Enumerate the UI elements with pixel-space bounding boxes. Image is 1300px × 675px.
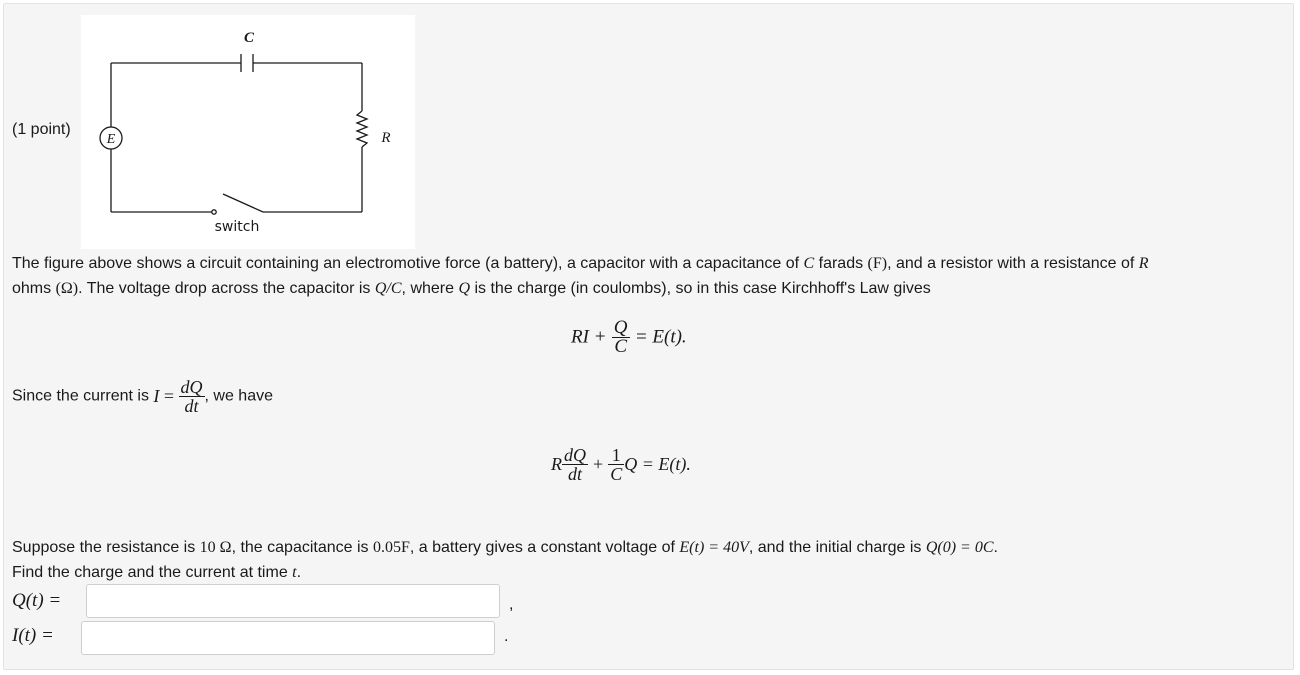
switch-lever [223,194,263,212]
i-answer-separator: . [504,628,509,645]
kirchhoff-equation: RI + $\frac{Q}{C}$ = E(t). [571,317,687,357]
i-answer-label: I(t) = [12,625,54,646]
i-answer-input[interactable] [81,621,495,655]
q-answer-label: Q(t) = [12,590,62,611]
q-answer-separator: , [509,596,514,613]
circuit-figure [81,15,415,249]
paragraph-intro: The figure above shows a circuit containing an electromotive force (a battery), a capacitor with a capacitance of C farads (F), and a resistor with a resistance of R ohms (Ω). The voltage drop across the capacitor is Q/C, where Q is the charge (in coulombs), so in this case Kirchhoff's Law gives [12,255,1149,297]
paragraph-setup: Suppose the resistance is 10 Ω, the capacitance is 0.05F, a battery gives a constant voltage of E(t) = 40V, and the initial charge is Q(0) = 0C. Find the charge and the current at time t. [12,539,998,581]
capacitor-label: C [243,30,255,46]
switch-label: switch [214,219,260,235]
current-definition: Since the current is I = $\frac{dQ}{dt}$ , we have [12,377,273,416]
resistor-label: R [381,130,391,146]
switch-contact [212,210,216,214]
q-answer-input[interactable] [86,584,500,618]
points-label: (1 point) [12,121,71,138]
resistor-zigzag [357,111,367,147]
circuit-diagram [81,15,415,249]
differential-equation: R $\frac{dQ}{dt}$ + $\frac{1}{C}$ Q = E(t). [551,445,691,484]
emf-label: E [106,132,116,147]
